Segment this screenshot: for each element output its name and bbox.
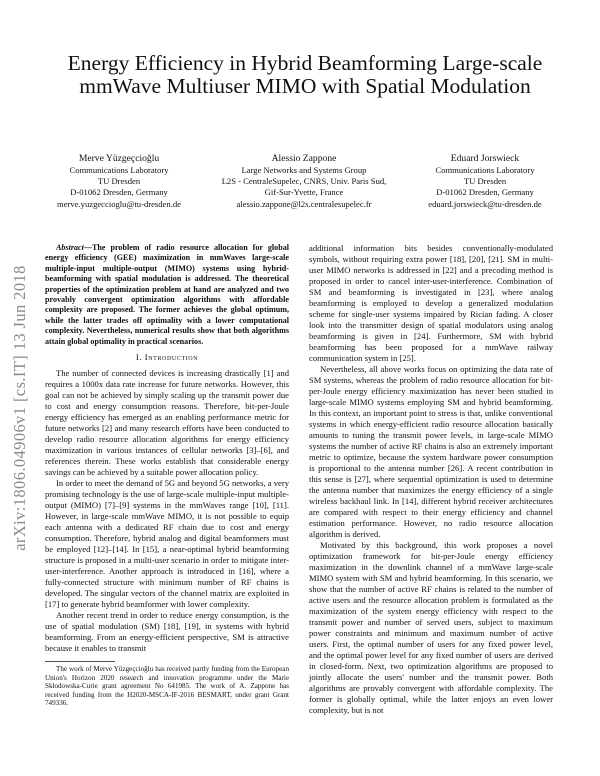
arxiv-identifier bbox=[2, 208, 38, 608]
author-email: merve.yuzgeccioglu@tu-dresden.de bbox=[57, 198, 181, 209]
paragraph: Another recent trend in order to reduce energy consumption, is the use of spatial modulation (SM) [18], [19], in systems with hybrid beamforming. From an energy-efficient perspective, SM is attractive because it enables to transmit bbox=[45, 610, 289, 654]
author-affiliation: Communications Laboratory bbox=[435, 165, 535, 175]
author-name: Eduard Jorswieck bbox=[450, 153, 520, 164]
footnote-divider bbox=[45, 661, 115, 662]
author-affiliation: Large Networks and Systems Group bbox=[241, 165, 367, 175]
right-column bbox=[309, 243, 553, 716]
abstract-text: —The problem of radio resource allocation for global energy efficiency (GEE) maximization in mmWaves large-scale multiple-input multiple-output (MIMO) systems using hybrid-beamforming with spatial modulation is addressed. The theoretical properties of the optimization problem at hand are analyzed and two provably convergent optimization algorithms with affordable complexity are proposed. The former achieves the global optimum, while the latter trades off optimality with a lower computational complexity. Nevertheless, numerical results show that both algorithms attain global optimality in practical scenarios. bbox=[45, 243, 289, 346]
author-2 bbox=[204, 153, 404, 210]
paragraph: additional information bits besides conventionally-modulated symbols, without requiring extra power [18], [20], [21]. SM in multi-user MIMO networks is addressed in [22] and a precoding method is proposed in order to cancel inter-user-interference. Combination of SM and beamforming is investigated in [23], where analog beamforming is employed to develop a generalized modulation scheme for single-user systems impaired by Rician fading. A closer look into the transmitter design of spatial modulators using analog beamforming is given in [24]. Furthermore, SM with hybrid beamforming has been proposed for a mmWave railway communication system in [25]. bbox=[309, 243, 553, 363]
footnote: The work of Merve Yüzgeçcioğlu has received partly funding from the European Union's Horizon 2020 research and innovation programme under the Marie Skłodowska-Curie grant agreement No 641985. The work of A. Zappone has received funding from the H2020-MSCA-IF-2016 BESMART, under grant Grant 749336. bbox=[45, 665, 289, 708]
author-affiliation: TU Dresden bbox=[97, 176, 141, 187]
section-title: Introduction bbox=[144, 352, 199, 363]
section-number: I. bbox=[135, 352, 145, 363]
author-email: eduard.jorswieck@tu-dresden.de bbox=[428, 198, 542, 209]
paragraph: In order to meet the demand of 5G and beyond 5G networks, a very promising technology is the use of large-scale multiple-input multiple-output (MIMO) [7]–[9] systems in the mmWaves range [10], [11]. However, in large-scale mmWave MIMO, it is not possible to equip each antenna with a dedicated RF chain due to cost and energy consumption. Therefore, hybrid analog and digital beamformers must be employed [12]–[14]. In [15], a near-optimal hybrid beamforming structure is proposed in a multi-user scenario in order to mitigate inter-user-interference. Another approach is introduced in [16], where a fully-connected structure with minimum number of RF chains is developed. The singular vectors of the channel matrix are exploited in [17] to generate hybrid beamformer with lower complexity. bbox=[45, 478, 289, 610]
paragraph: Motivated by this background, this work proposes a novel optimization framework for bit-per-Joule energy efficiency maximization in the downlink channel of a mmWave large-scale MIMO system with SM and hybrid beamforming. In this scenario, we show that the number of active RF chains is related to the number of active users and the resource allocation problem is formulated as the maximization of the system energy efficiency with respect to the transmit power and number of served users, subject to maximum power constraints and minimum and maximum number of active users. First, the optimal number of users for any fixed power level, and the optimal power level for any fixed number of users are derived in closed-form. Next, two optimization algorithms are proposed to jointly allocate the users' number and the transmit power. Both algorithms are provably convergent with affordable complexity. The former is globally optimal, while the latter enjoys an even lower complexity, but is not bbox=[309, 540, 553, 715]
author-affiliation: L2S - CentraleSupelec, CNRS, Univ. Paris Sud, bbox=[221, 176, 387, 187]
author-1 bbox=[40, 153, 198, 210]
author-address: Gif-Sur-Yvette, France bbox=[264, 187, 344, 198]
left-column bbox=[45, 243, 289, 708]
author-address: D-01062 Dresden, Germany bbox=[70, 187, 168, 198]
author-address: D-01062 Dresden, Germany bbox=[436, 187, 534, 198]
paragraph: Nevertheless, all above works focus on optimizing the data rate of SM systems, whereas the problem of radio resource allocation for bit-per-Joule energy efficiency maximization has never been studied in large-scale MIMO systems employing SM and hybrid beamforming. In this context, an important point to stress is that, unlike conventional systems in which energy-efficient radio resource allocation basically amounts to tuning the transmit power levels, in large-scale MIMO systems the number of active RF chains is also an extremely important metric to optimize, because the system hardware power consumption is proportional to the antenna number [26]. A recent contribution in this sense is [27], where sequential optimization is used to determine the antenna number that maximizes the energy efficiency of a single wireless backhaul link. In [14], different hybrid receiver architectures are compared with respect to their energy efficiency and channel estimation performance. However, no radio resource allocation algorithm is derived. bbox=[309, 364, 553, 539]
paper-title: Energy Efficiency in Hybrid Beamforming Large-scale mmWave Multiuser MIMO with Spatial Modulation bbox=[67, 51, 543, 98]
arxiv-identifier-text: arXiv:1806.04906v1 [cs.IT] 13 Jun 2018 bbox=[10, 265, 29, 551]
abstract-label: Abstract bbox=[56, 243, 84, 252]
author-name: Merve Yüzgeçcioğlu bbox=[78, 153, 160, 164]
section-heading bbox=[45, 352, 289, 363]
author-affiliation: TU Dresden bbox=[463, 176, 507, 187]
abstract bbox=[45, 243, 289, 347]
paragraph: The number of connected devices is increasing drastically [1] and requires a 1000x data rate increase for future networks. However, this goal can not be achieved by simply scaling up the transmit power due to cost and energy consumption reasons. Therefore, bit-per-Joule energy efficiency has emerged as an enabling performance metric for future networks [2] and many research efforts have been conducted to develop radio resource allocation algorithms for energy efficiency maximization in various instances of cellular networks [3]–[6], and references therein. These works establish that considerable energy savings can be achieved by a suitable power allocation policy. bbox=[45, 368, 289, 478]
author-name: Alessio Zappone bbox=[271, 153, 337, 164]
author-email: alessio.zappone@l2s.centralesupelec.fr bbox=[236, 198, 372, 209]
author-block bbox=[40, 153, 560, 210]
author-affiliation: Communications Laboratory bbox=[69, 165, 169, 175]
author-3 bbox=[410, 153, 560, 210]
